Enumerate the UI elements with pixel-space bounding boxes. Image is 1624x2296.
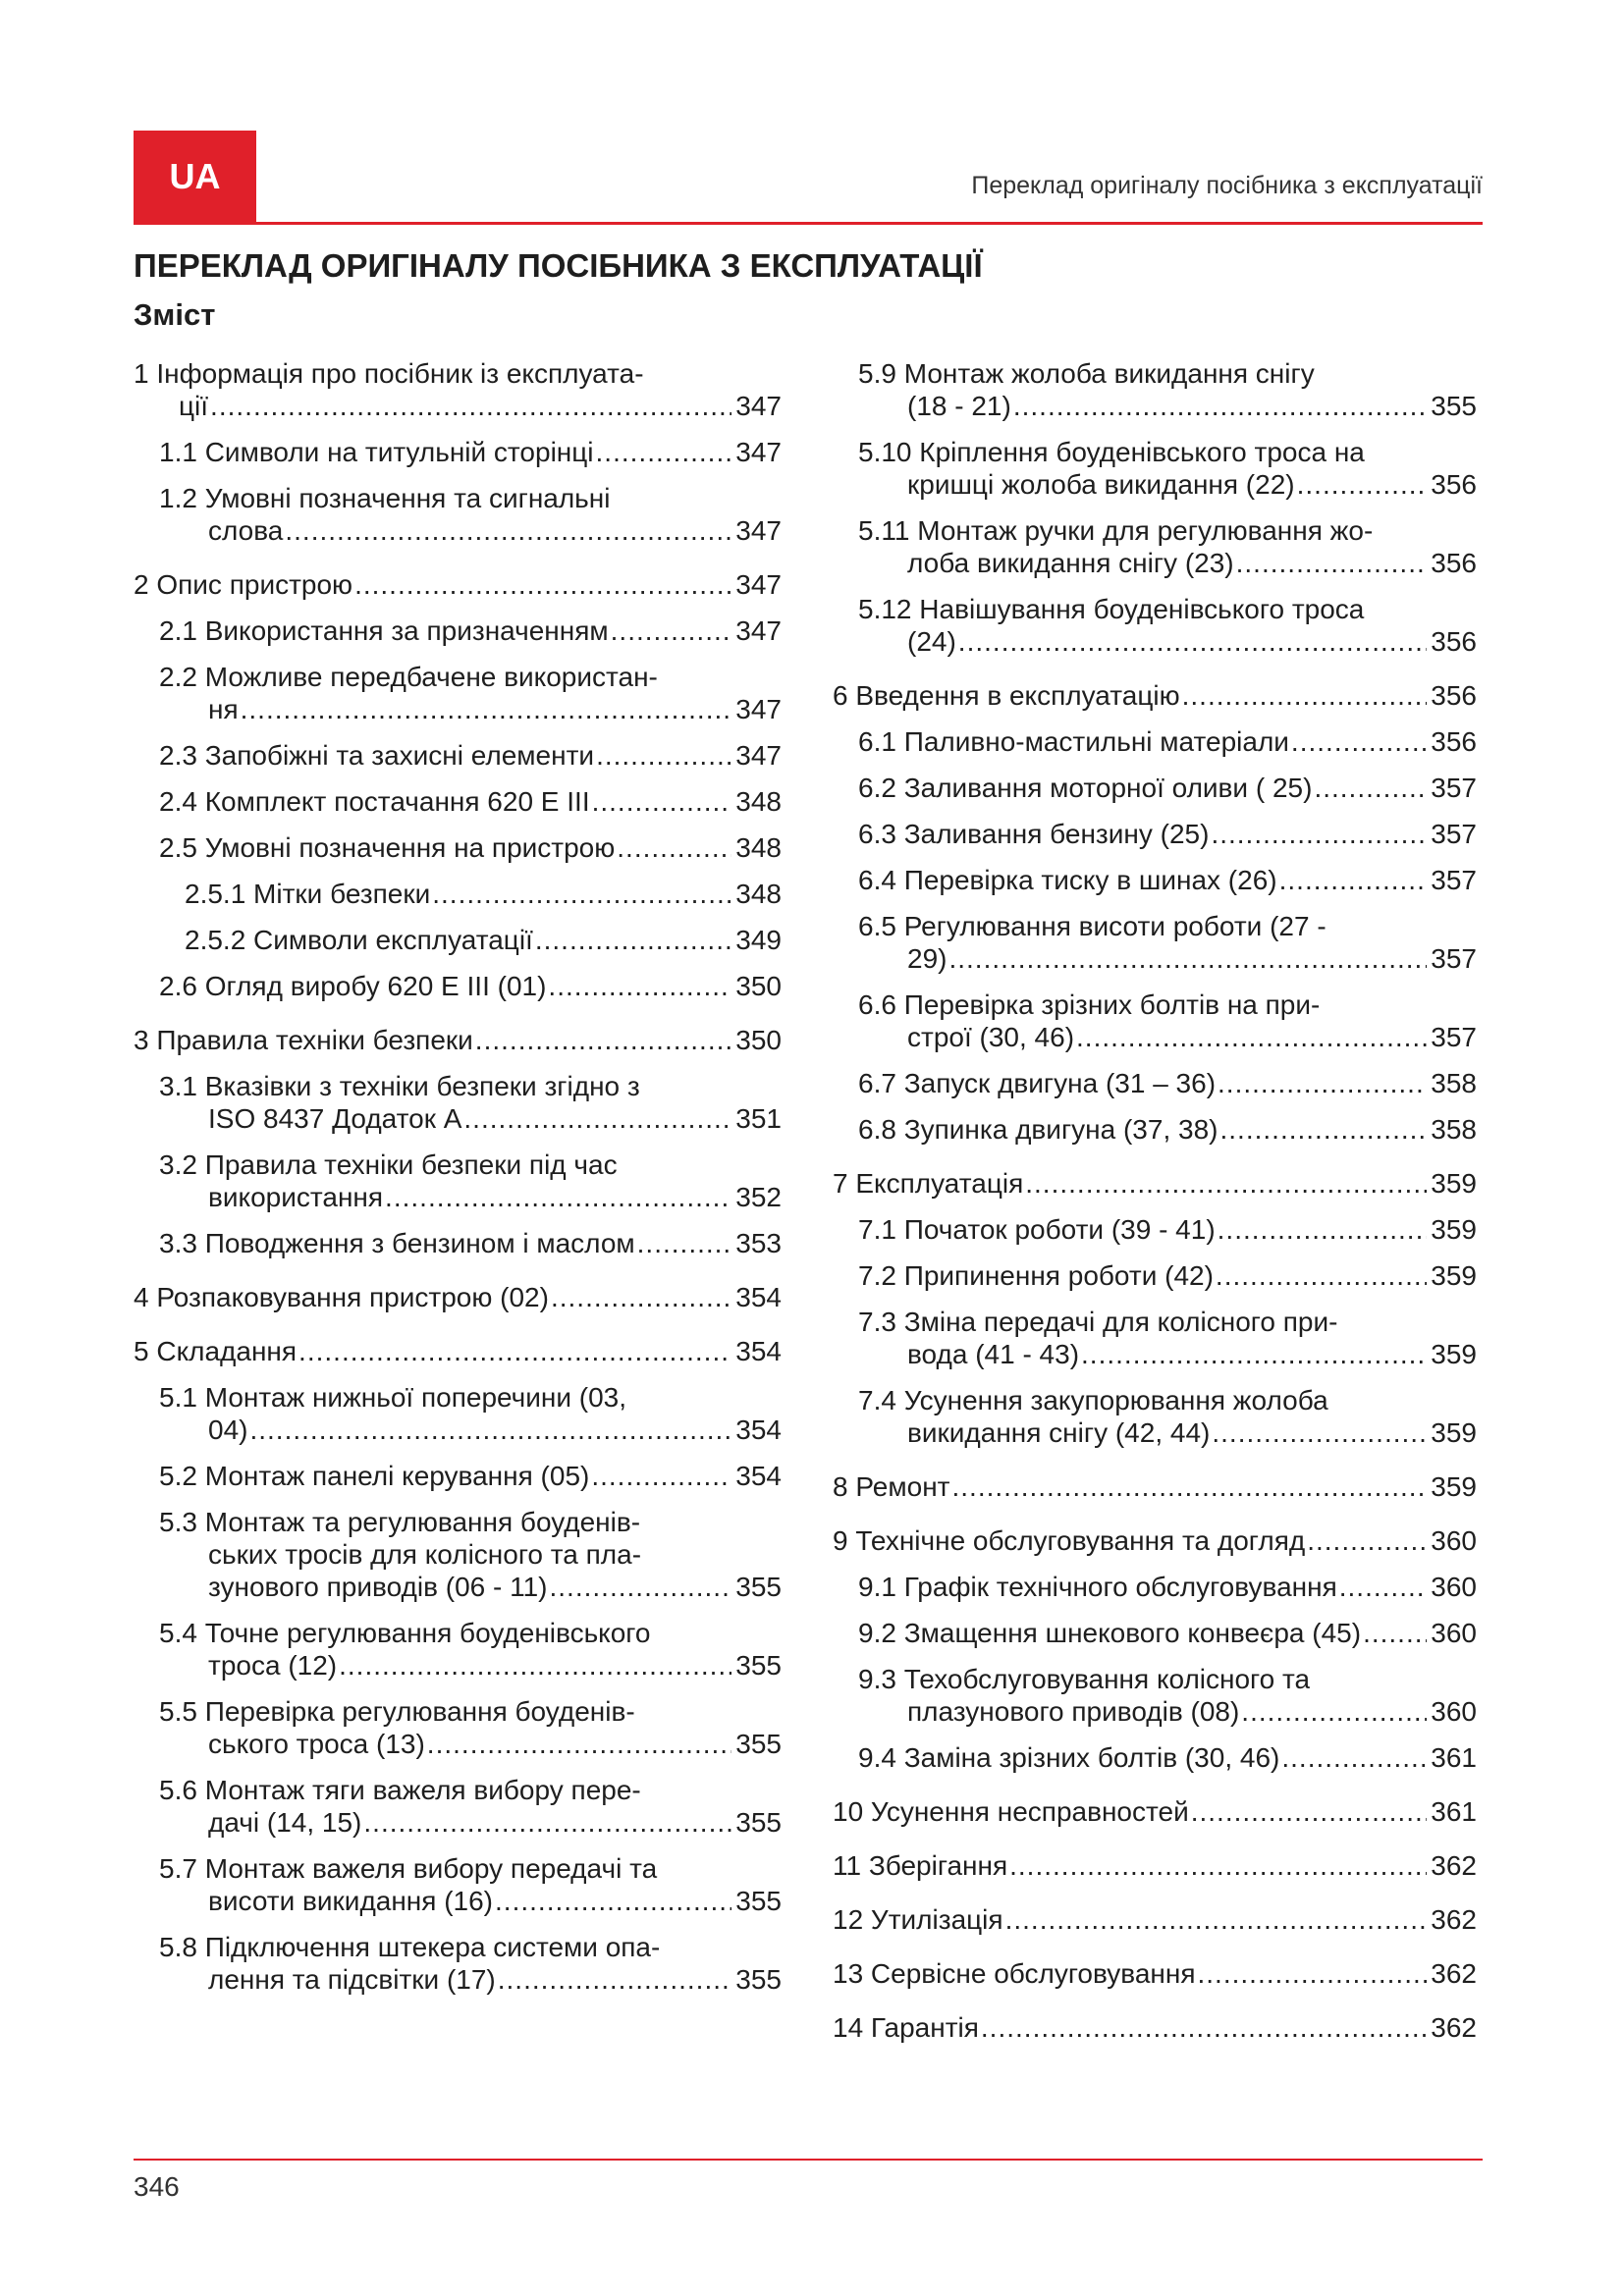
toc-entry-title: 2.5.2 Символи експлуатації	[185, 925, 533, 955]
toc-entry[interactable]	[858, 818, 1477, 850]
toc-entry-title-line: 1.2 Умовні позначення та сигнальні	[159, 483, 611, 513]
dot-leader	[948, 942, 1427, 975]
toc-page-number: 362	[1431, 2012, 1477, 2043]
toc-entry-title: 6 Введення в експлуатацію	[833, 680, 1180, 711]
toc-entry[interactable]	[159, 739, 782, 772]
toc-page-number: 353	[735, 1228, 782, 1258]
dot-leader	[249, 1414, 731, 1446]
dot-leader	[951, 1470, 1427, 1503]
toc-page-number: 357	[1431, 1022, 1477, 1052]
toc-entry-title-line: 5.10 Кріплення боуденівського троса на	[858, 437, 1365, 467]
toc-entry[interactable]	[858, 514, 1477, 579]
toc-entry[interactable]	[858, 772, 1477, 804]
toc-page-number: 361	[1431, 1796, 1477, 1827]
toc-entry-title: ISO 8437 Додаток A	[208, 1103, 462, 1134]
toc-entry-title-line: ських тросів для колісного та пла-	[208, 1539, 642, 1570]
toc-entry-title: 1.1 Символи на титульній сторінці	[159, 437, 594, 467]
toc-entry-title: 2.5.1 Мітки безпеки	[185, 879, 431, 909]
toc-entry[interactable]	[833, 1849, 1477, 1882]
toc-entry[interactable]	[185, 924, 782, 956]
toc-page-number: 360	[1431, 1525, 1477, 1556]
toc-entry-title: ня	[208, 694, 239, 724]
toc-entry[interactable]	[858, 1113, 1477, 1146]
toc-page-number: 347	[735, 615, 782, 646]
toc-entry-title: 7.2 Припинення роботи (42)	[858, 1260, 1214, 1291]
toc-entry-title-line: 7.4 Усунення закупорювання жолоба	[858, 1385, 1328, 1415]
toc-page-number: 348	[735, 832, 782, 863]
dot-leader	[611, 614, 732, 647]
dot-leader	[354, 568, 731, 601]
toc-entry-title: 04)	[208, 1415, 248, 1445]
dot-leader	[1191, 1795, 1428, 1828]
toc-entry[interactable]	[185, 878, 782, 910]
toc-entry[interactable]	[833, 1903, 1477, 1936]
toc-entry[interactable]	[858, 988, 1477, 1053]
toc-entry-title: викидання снігу (42, 44)	[907, 1417, 1211, 1448]
toc-entry-title: 6.8 Зупинка двигуна (37, 38)	[858, 1114, 1218, 1145]
toc-entry-title: зунового приводів (06 - 11)	[208, 1572, 548, 1602]
toc-entry-title-line: 3.1 Вказівки з техніки безпеки згідно з	[159, 1071, 640, 1101]
toc-entry-title: плазунового приводів (08)	[907, 1696, 1240, 1727]
toc-entry[interactable]	[159, 436, 782, 468]
dot-leader	[1241, 1695, 1427, 1728]
toc-entry[interactable]	[833, 1957, 1477, 1990]
toc-entry[interactable]	[159, 1774, 782, 1839]
toc-page-number: 358	[1431, 1068, 1477, 1098]
toc-page-number: 358	[1431, 1114, 1477, 1145]
toc-entry[interactable]	[134, 1335, 782, 1367]
dot-leader	[475, 1024, 731, 1056]
toc-page-number: 359	[1431, 1168, 1477, 1199]
toc-entry[interactable]	[159, 1381, 782, 1446]
toc-entry-title: слова	[208, 515, 284, 546]
dot-leader	[1219, 1113, 1427, 1146]
toc-entry[interactable]	[833, 1795, 1477, 1828]
toc-entry-title: строї (30, 46)	[907, 1022, 1075, 1052]
toc-entry-title: 3 Правила техніки безпеки	[134, 1025, 473, 1055]
dot-leader	[550, 1571, 732, 1603]
toc-entry[interactable]	[159, 614, 782, 647]
dot-leader	[298, 1335, 731, 1367]
toc-page-number: 357	[1431, 865, 1477, 895]
toc-entry-title: 2.3 Запобіжні та захисні елементи	[159, 740, 595, 771]
dot-leader	[1218, 1067, 1427, 1099]
toc-entry[interactable]	[134, 568, 782, 601]
toc-entry-title: висоти викидання (16)	[208, 1886, 494, 1916]
toc-entry[interactable]	[858, 1306, 1477, 1370]
toc-entry[interactable]	[858, 910, 1477, 975]
toc-heading: Зміст	[134, 297, 216, 332]
toc-entry[interactable]	[833, 679, 1477, 712]
toc-entry-title: 2.4 Комплект постачання 620 E III	[159, 786, 590, 817]
toc-page-number: 350	[735, 1025, 782, 1055]
toc-entry[interactable]	[159, 1695, 782, 1760]
toc-entry-title: 2.1 Використання за призначенням	[159, 615, 609, 646]
toc-page-number: 356	[1431, 726, 1477, 757]
toc-entry[interactable]	[159, 1506, 782, 1603]
dot-leader	[241, 693, 732, 725]
toc-entry-title: 9.2 Змащення шнекового конвеєра (45)	[858, 1618, 1362, 1648]
toc-entry-title-line: 6.6 Перевірка зрізних болтів на при-	[858, 989, 1321, 1020]
dot-leader	[551, 1281, 731, 1313]
toc-page-number: 348	[735, 786, 782, 817]
toc-entry-title: 11 Зберігання	[833, 1850, 1008, 1881]
dot-leader	[958, 625, 1427, 658]
dot-leader	[1197, 1957, 1427, 1990]
toc-entry-title: ції	[179, 391, 209, 421]
toc-entry[interactable]	[159, 1148, 782, 1213]
toc-page-number: 360	[1431, 1696, 1477, 1727]
dot-leader	[498, 1963, 732, 1996]
toc-entry-title-line: 5.7 Монтаж важеля вибору передачі та	[159, 1853, 658, 1884]
toc-page-number: 354	[735, 1282, 782, 1312]
toc-entry[interactable]	[159, 785, 782, 818]
toc-entry-title: вода (41 - 43)	[907, 1339, 1080, 1369]
toc-entry[interactable]	[858, 357, 1477, 422]
dot-leader	[1307, 1524, 1427, 1557]
toc-entry-title-line: 5.1 Монтаж нижньої поперечини (03,	[159, 1382, 627, 1413]
toc-page-number: 350	[735, 971, 782, 1001]
toc-page-number: 356	[1431, 680, 1477, 711]
toc-page-number: 352	[735, 1182, 782, 1212]
toc-entry-title: 10 Усунення несправностей	[833, 1796, 1189, 1827]
toc-page-number: 355	[1431, 391, 1477, 421]
dot-leader	[548, 970, 731, 1002]
toc-entry-title-line: 5.8 Підключення штекера системи опа-	[159, 1932, 661, 1962]
dot-leader	[981, 2011, 1427, 2044]
dot-leader	[1081, 1338, 1427, 1370]
page-number: 346	[134, 2171, 180, 2202]
toc-page-number: 362	[1431, 1904, 1477, 1935]
toc-entry-title: 6.7 Запуск двигуна (31 – 36)	[858, 1068, 1217, 1098]
dot-leader	[1314, 772, 1427, 804]
toc-entry[interactable]	[159, 1460, 782, 1492]
toc-page-number: 359	[1431, 1471, 1477, 1502]
dot-leader	[427, 1728, 731, 1760]
toc-page-number: 355	[735, 1650, 782, 1681]
toc-page-number: 347	[735, 391, 782, 421]
toc-page-number: 355	[735, 1807, 782, 1838]
toc-entry[interactable]	[134, 1281, 782, 1313]
toc-entry-title: троса (12)	[208, 1650, 338, 1681]
toc-entry[interactable]	[159, 482, 782, 547]
toc-left-column	[134, 357, 782, 1996]
toc-entry-title: 9.4 Заміна зрізних болтів (30, 46)	[858, 1742, 1280, 1773]
toc-page-number: 349	[735, 925, 782, 955]
toc-entry[interactable]	[134, 357, 782, 422]
toc-entry-title-line: 6.5 Регулювання висоти роботи (27 -	[858, 911, 1326, 941]
dot-leader	[1211, 818, 1427, 850]
toc-entry[interactable]	[833, 1524, 1477, 1557]
toc-entry-title: використання	[208, 1182, 384, 1212]
toc-entry[interactable]	[159, 1931, 782, 1996]
toc-entry[interactable]	[159, 661, 782, 725]
toc-right-column	[833, 357, 1477, 2044]
toc-entry-title-line: 5.4 Точне регулювання боуденівського	[159, 1618, 651, 1648]
dot-leader	[432, 878, 731, 910]
toc-page-number: 359	[1431, 1260, 1477, 1291]
toc-page-number: 355	[735, 1886, 782, 1916]
toc-entry-title-line: 1 Інформація про посібник із експлуата-	[134, 358, 644, 389]
dot-leader	[591, 1460, 731, 1492]
toc-entry[interactable]	[858, 1663, 1477, 1728]
footer-divider	[134, 2159, 1483, 2161]
toc-page-number: 361	[1431, 1742, 1477, 1773]
toc-entry[interactable]	[858, 593, 1477, 658]
toc-page-number: 362	[1431, 1958, 1477, 1989]
toc-entry[interactable]	[134, 1024, 782, 1056]
toc-entry[interactable]	[159, 1227, 782, 1259]
toc-page-number: 354	[735, 1415, 782, 1445]
toc-entry[interactable]	[858, 1617, 1477, 1649]
toc-page-number: 351	[735, 1103, 782, 1134]
toc-page-number: 359	[1431, 1214, 1477, 1245]
toc-entry-title: 4 Розпаковування пристрою (02)	[134, 1282, 549, 1312]
dot-leader	[1182, 679, 1428, 712]
toc-entry-title: 3.3 Поводження з бензином і маслом	[159, 1228, 635, 1258]
dot-leader	[1236, 547, 1428, 579]
toc-page-number: 355	[735, 1572, 782, 1602]
toc-entry[interactable]	[858, 1067, 1477, 1099]
language-badge: UA	[134, 131, 256, 223]
toc-entry[interactable]	[858, 1741, 1477, 1774]
toc-page-number: 360	[1431, 1618, 1477, 1648]
toc-entry-title: 12 Утилізація	[833, 1904, 1003, 1935]
toc-entry-title: 6.1 Паливно-мастильні матеріали	[858, 726, 1289, 757]
toc-page-number: 357	[1431, 819, 1477, 849]
toc-entry-title: 13 Сервісне обслуговування	[833, 1958, 1196, 1989]
toc-entry-title-line: 5.6 Монтаж тяги важеля вибору пере-	[159, 1775, 641, 1805]
dot-leader	[535, 924, 731, 956]
toc-entry-title-line: 5.9 Монтаж жолоба викидання снігу	[858, 358, 1315, 389]
dot-leader	[1216, 1259, 1427, 1292]
dot-leader	[363, 1806, 731, 1839]
dot-leader	[1005, 1903, 1428, 1936]
toc-entry-title-line: 3.2 Правила техніки безпеки під час	[159, 1149, 618, 1180]
toc-page-number: 360	[1431, 1572, 1477, 1602]
toc-entry-title: ського троса (13)	[208, 1729, 425, 1759]
toc-entry-title: 14 Гарантія	[833, 2012, 979, 2043]
document-title: ПЕРЕКЛАД ОРИГІНАЛУ ПОСІБНИКА З ЕКСПЛУАТАЦІЇ	[134, 247, 983, 284]
toc-page-number: 348	[735, 879, 782, 909]
dot-leader	[210, 390, 731, 422]
dot-leader	[1025, 1167, 1427, 1200]
dot-leader	[1291, 725, 1427, 758]
toc-entry-title: 8 Ремонт	[833, 1471, 950, 1502]
toc-entry-title: дачі (14, 15)	[208, 1807, 362, 1838]
toc-page-number: 356	[1431, 469, 1477, 500]
toc-entry-title: 2 Опис пристрою	[134, 569, 353, 600]
toc-entry[interactable]	[858, 1571, 1477, 1603]
toc-entry-title: 9.1 Графік технічного обслуговування	[858, 1572, 1337, 1602]
header-divider	[134, 222, 1483, 225]
dot-leader	[1363, 1617, 1427, 1649]
toc-page-number: 359	[1431, 1417, 1477, 1448]
toc-entry-title-line: 5.3 Монтаж та регулювання боуденів-	[159, 1507, 641, 1537]
toc-entry-title: лення та підсвітки (17)	[208, 1964, 496, 1995]
toc-entry[interactable]	[159, 1617, 782, 1682]
dot-leader	[495, 1885, 731, 1917]
toc-page-number: 356	[1431, 548, 1477, 578]
toc-entry[interactable]	[858, 1384, 1477, 1449]
toc-entry[interactable]	[858, 1259, 1477, 1292]
dot-leader	[1297, 468, 1428, 501]
toc-entry[interactable]	[858, 864, 1477, 896]
toc-entry[interactable]	[858, 725, 1477, 758]
toc-entry[interactable]	[858, 436, 1477, 501]
toc-page-number: 355	[735, 1729, 782, 1759]
toc-page-number: 354	[735, 1461, 782, 1491]
running-header-title: Переклад оригіналу посібника з експлуатації	[971, 172, 1483, 199]
toc-entry[interactable]	[159, 1852, 782, 1917]
toc-page-number: 357	[1431, 943, 1477, 974]
dot-leader	[1339, 1571, 1428, 1603]
toc-page-number: 347	[735, 515, 782, 546]
toc-entry[interactable]	[159, 970, 782, 1002]
toc-entry[interactable]	[159, 1070, 782, 1135]
toc-entry-title: кришці жолоба викидання (22)	[907, 469, 1295, 500]
toc-entry-title: 6.4 Перевірка тиску в шинах (26)	[858, 865, 1277, 895]
dot-leader	[285, 514, 731, 547]
toc-page-number: 356	[1431, 626, 1477, 657]
toc-entry-title-line: 5.5 Перевірка регулювання боуденів-	[159, 1696, 635, 1727]
toc-entry-title: лоба викидання снігу (23)	[907, 548, 1234, 578]
toc-entry[interactable]	[833, 2011, 1477, 2044]
toc-entry[interactable]	[833, 1167, 1477, 1200]
toc-entry[interactable]	[858, 1213, 1477, 1246]
toc-entry-title: 5 Складання	[134, 1336, 298, 1366]
toc-page-number: 347	[735, 569, 782, 600]
toc-entry-title: 9 Технічне обслуговування та догляд	[833, 1525, 1306, 1556]
toc-page-number: 347	[735, 694, 782, 724]
toc-page-number: 347	[735, 740, 782, 771]
dot-leader	[1013, 390, 1427, 422]
dot-leader	[339, 1649, 731, 1682]
dot-leader	[596, 739, 731, 772]
dot-leader	[1281, 1741, 1427, 1774]
toc-entry-title: 5.2 Монтаж панелі керування (05)	[159, 1461, 590, 1491]
toc-entry-title-line: 9.3 Техобслуговування колісного та	[858, 1664, 1311, 1694]
toc-page-number: 355	[735, 1964, 782, 1995]
dot-leader	[637, 1227, 732, 1259]
toc-page-number: 354	[735, 1336, 782, 1366]
toc-entry-title: (24)	[907, 626, 956, 657]
dot-leader	[1212, 1416, 1427, 1449]
toc-entry[interactable]	[833, 1470, 1477, 1503]
dot-leader	[1279, 864, 1428, 896]
dot-leader	[592, 785, 732, 818]
toc-entry-title-line: 5.11 Монтаж ручки для регулювання жо-	[858, 515, 1374, 546]
dot-leader	[596, 436, 732, 468]
dot-leader	[1009, 1849, 1427, 1882]
toc-entry-title: 7.1 Початок роботи (39 - 41)	[858, 1214, 1216, 1245]
toc-page-number: 347	[735, 437, 782, 467]
toc-entry[interactable]	[159, 831, 782, 864]
dot-leader	[1218, 1213, 1428, 1246]
toc-page-number: 362	[1431, 1850, 1477, 1881]
toc-entry-title-line: 2.2 Можливе передбачене використан-	[159, 662, 658, 692]
toc-entry-title: 2.5 Умовні позначення на пристрою	[159, 832, 616, 863]
dot-leader	[385, 1181, 731, 1213]
toc-entry-title: 7 Експлуатація	[833, 1168, 1024, 1199]
dot-leader	[1076, 1021, 1427, 1053]
toc-entry-title: (18 - 21)	[907, 391, 1011, 421]
toc-page-number: 359	[1431, 1339, 1477, 1369]
toc-entry-title: 2.6 Огляд виробу 620 E III (01)	[159, 971, 547, 1001]
toc-entry-title: 6.2 Заливання моторної оливи ( 25)	[858, 773, 1313, 803]
toc-entry-title: 29)	[907, 943, 947, 974]
dot-leader	[463, 1102, 731, 1135]
toc-page-number: 357	[1431, 773, 1477, 803]
toc-entry-title-line: 5.12 Навішування боуденівського троса	[858, 594, 1365, 624]
dot-leader	[617, 831, 731, 864]
toc-entry-title: 6.3 Заливання бензину (25)	[858, 819, 1210, 849]
toc-entry-title-line: 7.3 Зміна передачі для колісного при-	[858, 1307, 1338, 1337]
